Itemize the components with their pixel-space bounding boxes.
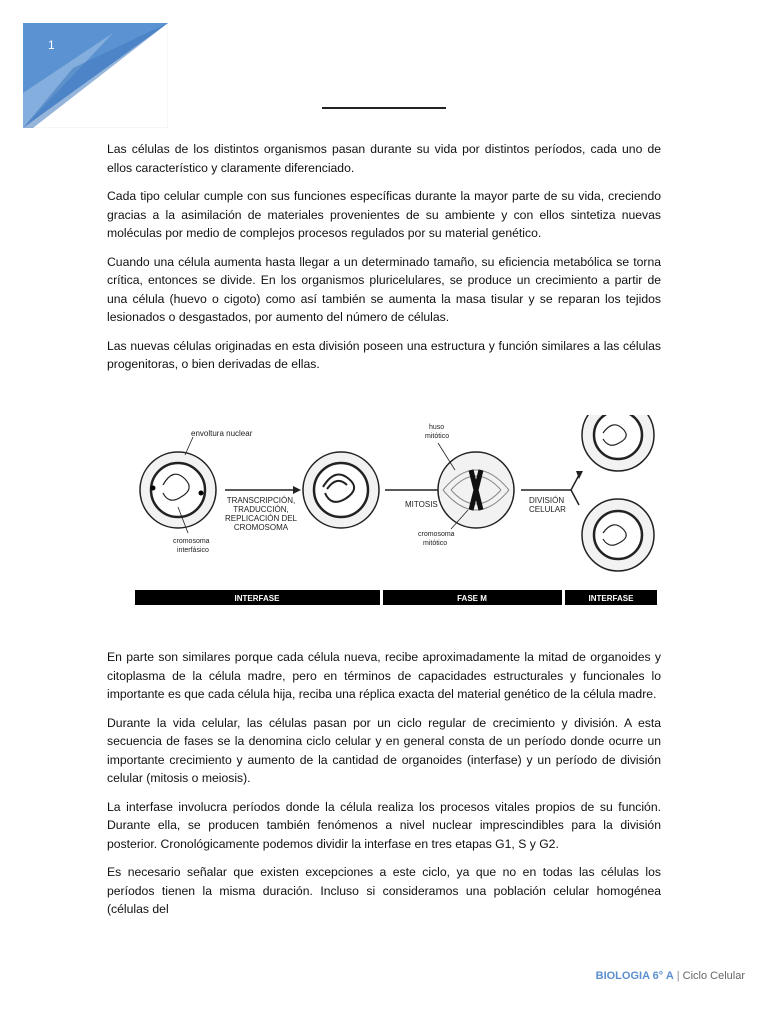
body-text-bottom bbox=[107, 648, 661, 929]
cell-cycle-diagram bbox=[133, 415, 659, 610]
footer-separator: | bbox=[676, 970, 680, 982]
paragraph: Las células de los distintos organismos pasan durante su vida por distintos períodos, cada uno de ellos característico y claramente diferenciado. bbox=[107, 142, 661, 175]
paragraph: La interfase involucra períodos donde la célula realiza los procesos vitales propios de su función. Durante ella, se producen también fenómenos a nivel nuclear imprescindibles para la división posterior. Cronológicamente podemos dividir la interfase en tres etapas G1, S y G2. bbox=[107, 799, 661, 851]
svg-text:INTERFASE: INTERFASE bbox=[588, 594, 634, 603]
paragraph: En parte son similares porque cada célula nueva, recibe aproximadamente la mitad de organoides y citoplasma de la célula madre, pero en términos de capacidades estructurales y funcionales lo importante es que cada célula hija, reciba una réplica exacta del material genético de la célula madre. bbox=[107, 650, 661, 701]
paragraph: Es necesario señalar que existen excepciones a este ciclo, ya que no en todas las células los períodos tienen la misma duración. Incluso si consideramos una población celular homogénea (células del bbox=[107, 865, 661, 916]
svg-text:TRANSCRIPCIÓN,: TRANSCRIPCIÓN, bbox=[226, 496, 296, 505]
svg-text:CROMOSOMA: CROMOSOMA bbox=[233, 523, 289, 532]
page-number: 1 bbox=[48, 38, 55, 52]
nucleus bbox=[151, 463, 205, 517]
footer-course: BIOLOGIA 6° A bbox=[595, 970, 674, 982]
svg-text:TRADUCCIÓN,: TRADUCCIÓN, bbox=[233, 505, 289, 514]
label-cromosoma: cromosoma bbox=[173, 538, 210, 545]
svg-text:mitótico: mitótico bbox=[423, 540, 448, 547]
svg-text:cromosoma: cromosoma bbox=[418, 531, 455, 538]
body-text-top bbox=[107, 140, 661, 384]
paragraph: Las nuevas células originadas en esta división poseen una estructura y función similares a las células progenitoras, o bien derivadas de ellas. bbox=[107, 338, 661, 371]
page-footer bbox=[596, 970, 745, 982]
label-interfasico: interfásico bbox=[177, 547, 209, 554]
paragraph: Cuando una célula aumenta hasta llegar a un determinado tamaño, su eficiencia metabólica se torna crítica, entonces se divide. En los organismos pluricelulares, se produce un crecimiento a partir de una célula (huevo o cigoto) como así también se aumenta la masa tisular y se reparan los tejidos lesionados o desgastados, por aumento del número de células. bbox=[107, 254, 661, 324]
paragraph: Durante la vida celular, las células pasan por un ciclo regular de crecimiento y división. A esta secuencia de fases se la denomina ciclo celular y en general consta de un período donde ocurre un importante crecimiento y aumento de la cantidad de organoides (interfase) y un período de división celular (mitosis o meiosis). bbox=[107, 715, 661, 785]
footer-topic: Ciclo Celular bbox=[682, 970, 745, 982]
title-underline bbox=[322, 107, 446, 109]
page-corner-graphic bbox=[23, 23, 168, 128]
svg-text:REPLICACIÓN DEL: REPLICACIÓN DEL bbox=[224, 514, 298, 523]
svg-text:CELULAR: CELULAR bbox=[529, 505, 566, 514]
svg-text:huso: huso bbox=[429, 424, 445, 431]
svg-text:MITOSIS: MITOSIS bbox=[405, 500, 438, 509]
svg-text:DIVISIÓN: DIVISIÓN bbox=[529, 496, 565, 505]
svg-text:mitótico: mitótico bbox=[425, 433, 450, 440]
paragraph: Cada tipo celular cumple con sus funciones específicas durante la mayor parte de su vida, creciendo gracias a la asimilación de materiales provenientes de su ambiente y con ellos sintetiza nuevas moléculas por medio de complejos procesos regulados por su material genético. bbox=[107, 189, 661, 240]
label-envoltura: envoltura nuclear bbox=[191, 429, 253, 438]
svg-text:FASE M: FASE M bbox=[457, 594, 487, 603]
svg-text:INTERFASE: INTERFASE bbox=[234, 594, 280, 603]
